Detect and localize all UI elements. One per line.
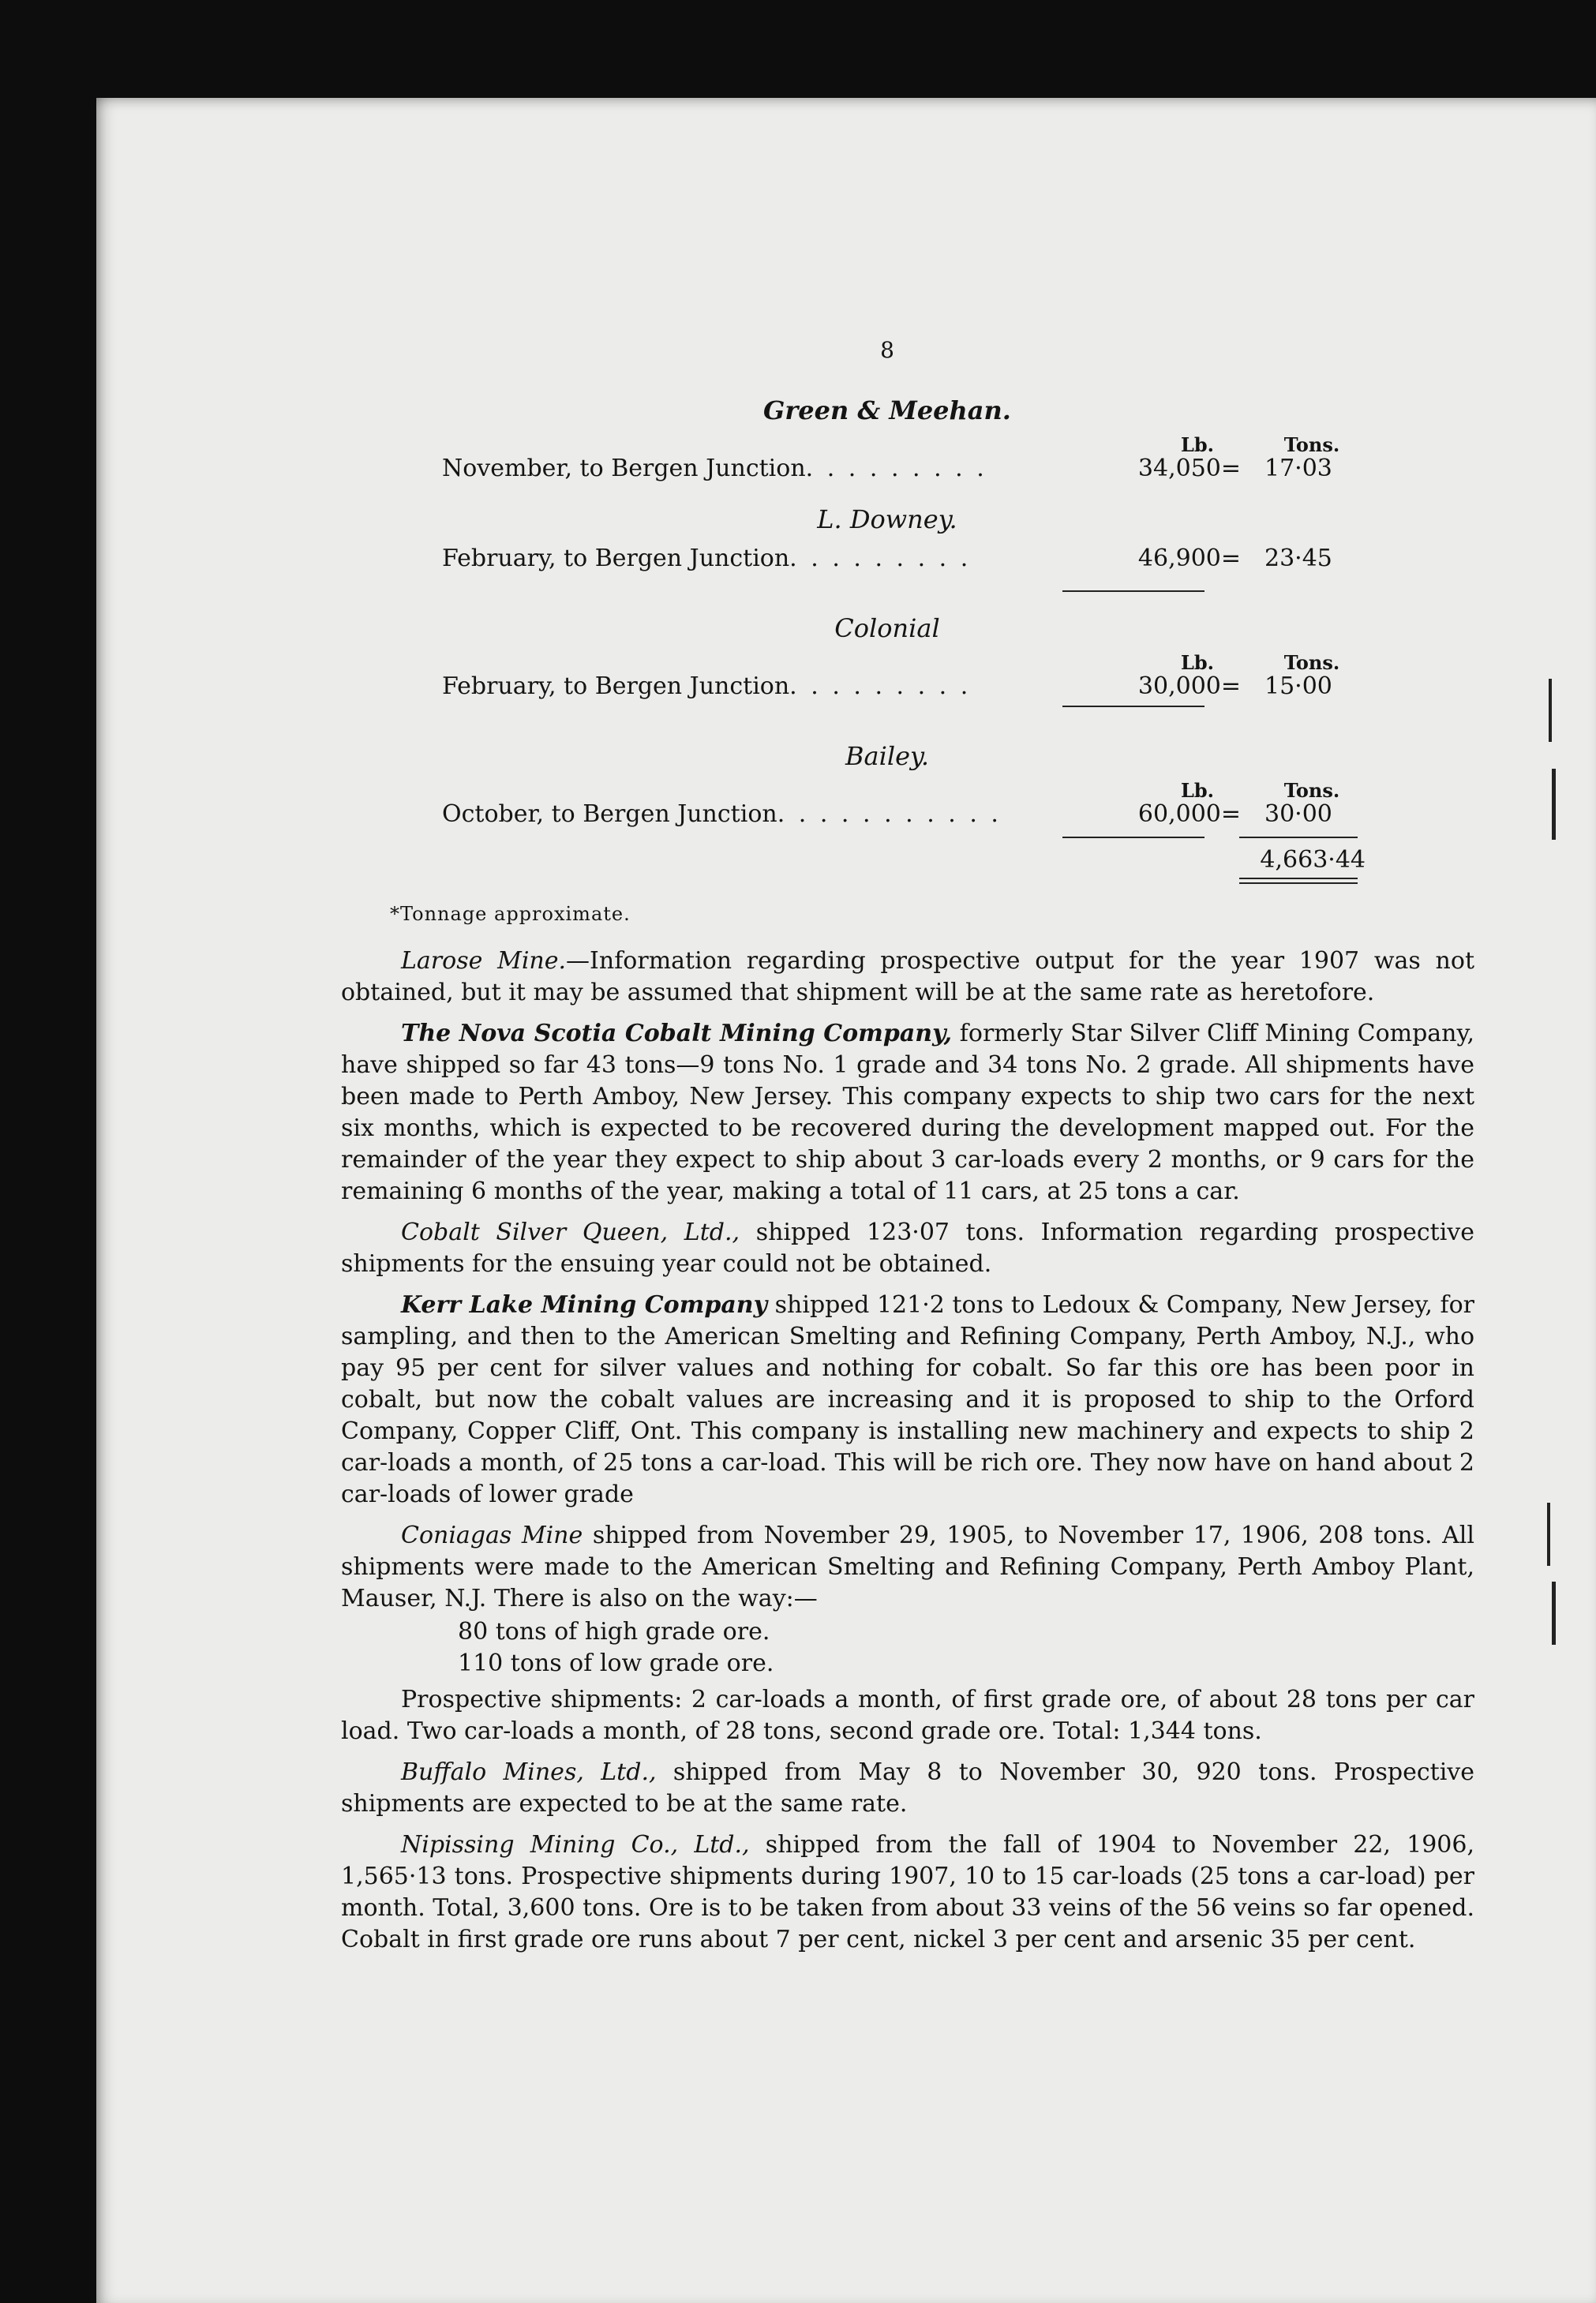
shipment-tons: 23·45 [1264, 545, 1332, 572]
scan-mark [1549, 679, 1552, 742]
shipment-lb: 30,000= [1137, 672, 1241, 700]
page-content [341, 335, 1474, 1965]
shipment-lb: 34,050= [1137, 455, 1241, 482]
company-heading: Colonial [834, 613, 940, 643]
column-header [341, 775, 1474, 802]
company-heading: Bailey. [845, 741, 929, 771]
company-heading: Green & Meehan. [763, 395, 1011, 425]
tons-header: Tons. [1283, 779, 1340, 802]
footnote: *Tonnage approximate. [390, 903, 631, 925]
shipment-green-meehan [341, 395, 1474, 488]
paragraph-coniagas: Coniagas Mine shipped from November 29, 1905, to November 17, 1906, 208 tons. All shipments were made to the American Smelting and Refining Company, Perth Amboy Plant, Mauser, N.J. There is also on the way:— [341, 1522, 1475, 1612]
paragraph-silver-queen: Cobalt Silver Queen, Ltd., shipped 123·07 tons. Information regarding prospective shipments for the ensuing year could not be obtained. [341, 1219, 1474, 1278]
tons-header: Tons. [1283, 433, 1340, 456]
underline-rule [1062, 706, 1204, 707]
shipment-row: February, to Bergen Junction. . . . . . . . . 46,900= 23·45 [341, 543, 1474, 578]
shipment-lb: 46,900= [1137, 545, 1241, 572]
shipment-downey [341, 504, 1474, 578]
paragraph-nipissing: Nipissing Mining Co., Ltd., shipped from the fall of 1904 to November 22, 1906, 1,565·13 tons. Prospective shipments during 1907, 10 to 15 car-loads (25 tons a car-load) per month. Total, 3,600 tons. Ore is to be taken from about 33 veins of the 56 veins so far opened. Cobalt in first grade ore runs about 7 per cent, nickel 3 per cent and arsenic 35 per cent. [341, 1831, 1474, 1953]
double-rule [1239, 882, 1358, 884]
shipment-row: October, to Bergen Junction. . . . . . . . . . . 60,000= 30·00 [341, 799, 1474, 833]
shipment-bailey [341, 740, 1474, 833]
scan-mark [1552, 1582, 1556, 1645]
lb-header: Lb. [1180, 433, 1214, 456]
underline-rule [1062, 590, 1204, 592]
total-tons: 4,663·44 [1260, 846, 1366, 874]
paragraph-larose: Larose Mine.—Information regarding prospective output for the year 1907 was not obtained, but it may be assumed that shipment will be at the same rate as heretofore. [341, 947, 1474, 1006]
company-heading: L. Downey. [817, 504, 957, 534]
shipment-row: November, to Bergen Junction. . . . . . . . . 34,050= 17·03 [341, 453, 1474, 488]
paragraph-kerr-lake: Kerr Lake Mining Company shipped 121·2 tons to Ledoux & Company, New Jersey, for sampling, and then to the American Smelting and Refining Company, Perth Amboy, N.J., who pay 95 per cent for silver values and nothing for cobalt. So far this ore has been poor in cobalt, but now the cobalt values are increasing and it is proposed to ship to the Orford Company, Copper Cliff, Ont. This company is installing new machinery and expects to ship 2 car-loads a month, of 25 tons a car-load. This will be rich ore. They now have on hand about 2 car-loads of lower grade [341, 1291, 1474, 1508]
shipment-tons: 15·00 [1264, 672, 1332, 700]
double-rule [1239, 878, 1358, 879]
shipment-tons: 17·03 [1264, 455, 1332, 482]
paragraph-coniagas-prospective: Prospective shipments: 2 car-loads a month, of first grade ore, of about 28 tons per car load. Two car-loads a month, of 28 tons, second grade ore. Total: 1,344 tons. [341, 1686, 1474, 1745]
shipment-description: October, to Bergen Junction [442, 800, 777, 828]
document-page [96, 98, 1596, 2303]
underline-rule [1239, 837, 1358, 838]
shipment-tons: 30·00 [1264, 800, 1332, 828]
shipment-description: February, to Bergen Junction [442, 672, 790, 700]
paragraph-nova-scotia: The Nova Scotia Cobalt Mining Company, formerly Star Silver Cliff Mining Company, have shipped so far 43 tons—9 tons No. 1 grade and 34 tons No. 2 grade. All shipments have been made to Perth Amboy, New Jersey. This company expects to ship two cars for the next six months, which is expected to be recovered during the development mapped out. For the remainder of the year they expect to ship about 3 car-loads every 2 months, or 9 cars for the remaining 6 months of the year, making a total of 11 cars, at 25 tons a car. [341, 1020, 1474, 1205]
underline-rule [1062, 837, 1204, 838]
scan-mark [1552, 769, 1556, 840]
column-header [341, 647, 1474, 674]
tons-header: Tons. [1283, 651, 1340, 674]
shipment-description: February, to Bergen Junction [442, 545, 790, 572]
coniagas-item: 110 tons of low grade ore. [458, 1650, 774, 1677]
lb-header: Lb. [1180, 651, 1214, 674]
shipment-row: February, to Bergen Junction. . . . . . . . . 30,000= 15·00 [341, 671, 1474, 706]
shipment-description: November, to Bergen Junction [442, 455, 806, 482]
shipment-lb: 60,000= [1137, 800, 1241, 828]
scan-mark [1547, 1503, 1550, 1566]
total-row [341, 844, 1474, 884]
page-number: 8 [880, 337, 894, 363]
lb-header: Lb. [1180, 779, 1214, 802]
coniagas-item: 80 tons of high grade ore. [458, 1618, 770, 1646]
shipment-colonial [341, 612, 1474, 706]
column-header [341, 429, 1474, 456]
paragraph-buffalo: Buffalo Mines, Ltd., shipped from May 8 to November 30, 920 tons. Prospective shipments are expected to be at the same rate. [341, 1758, 1474, 1818]
